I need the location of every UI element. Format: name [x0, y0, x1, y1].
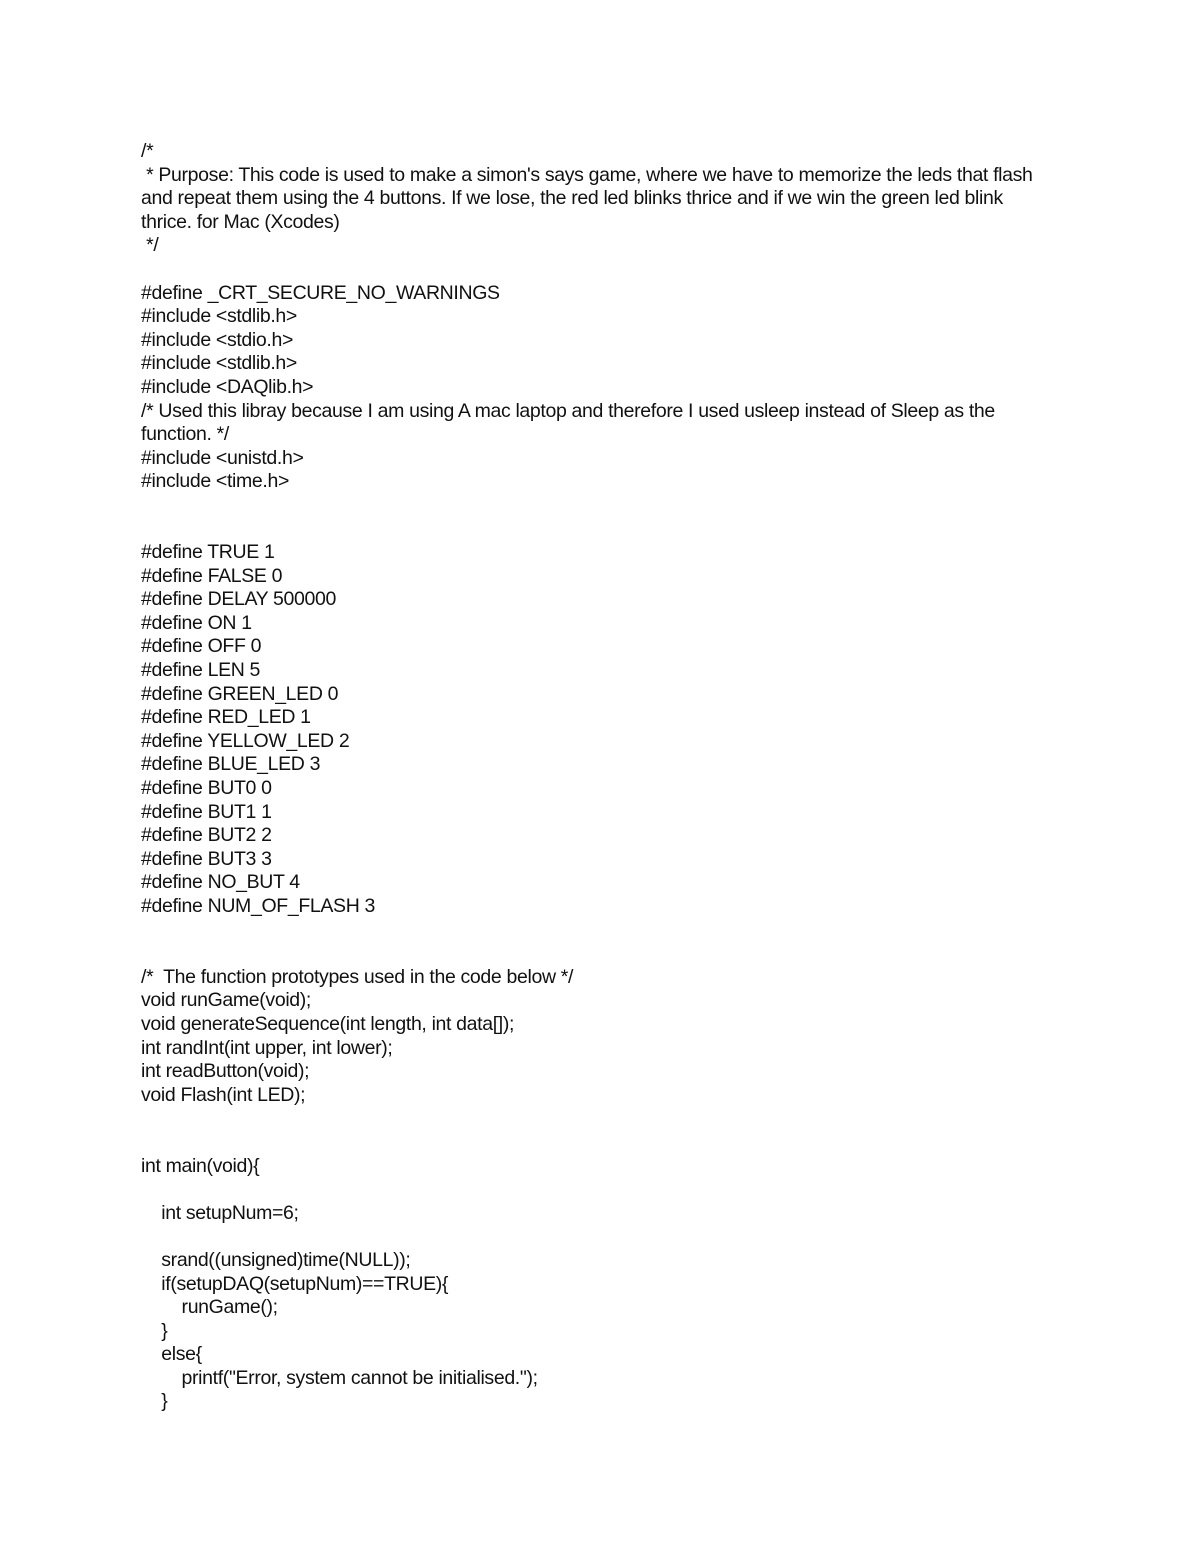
code-line: #include <stdlib.h> [141, 305, 297, 328]
code-line: #define YELLOW_LED 2 [141, 729, 350, 752]
code-line: int setupNum=6; [141, 1201, 299, 1224]
code-line: #define DELAY 500000 [141, 588, 337, 611]
code-line: #define FALSE 0 [141, 564, 283, 587]
code-line: #include <DAQlib.h> [141, 375, 314, 398]
code-line: /* [141, 140, 154, 162]
code-line [141, 919, 1051, 943]
code-line [141, 494, 1051, 518]
code-line: #define ON 1 [141, 611, 252, 634]
code-line: /* The function prototypes used in the code below */ [141, 965, 574, 988]
code-line: printf("Error, system cannot be initialised."); [141, 1366, 538, 1389]
code-line [141, 1178, 1051, 1202]
code-line [141, 258, 1051, 282]
code-line: srand((unsigned)time(NULL)); [141, 1248, 411, 1271]
code-line: #define GREEN_LED 0 [141, 682, 339, 705]
code-line: #define TRUE 1 [141, 541, 275, 564]
code-line [141, 942, 1051, 966]
code-line: } [141, 1319, 168, 1342]
code-line: #include <stdio.h> [141, 328, 293, 351]
code-line: #define BUT2 2 [141, 824, 272, 847]
code-line: #include <unistd.h> [141, 446, 304, 469]
code-line: */ [141, 234, 159, 257]
code-line [141, 1131, 1051, 1155]
code-line: int readButton(void); [141, 1060, 310, 1083]
code-line: #define LEN 5 [141, 659, 261, 682]
code-line: runGame(); [141, 1296, 278, 1319]
code-line: #define BUT3 3 [141, 847, 272, 870]
code-line: * Purpose: This code is used to make a simon's says game, where we have to memorize the leds that flash and repeat them using the 4 buttons. If we lose, the red led blinks thrice and if we win the green led blink thrice. for Mac (Xcodes) [141, 163, 1038, 233]
code-line: } [141, 1390, 168, 1413]
code-line: if(setupDAQ(setupNum)==TRUE){ [141, 1272, 449, 1295]
code-line: #include <time.h> [141, 470, 289, 493]
code-line: else{ [141, 1343, 202, 1366]
code-line [141, 1225, 1051, 1249]
code-line: void Flash(int LED); [141, 1083, 306, 1106]
code-line: #include <stdlib.h> [141, 352, 297, 375]
code-line: #define BUT0 0 [141, 777, 272, 800]
code-line: #define _CRT_SECURE_NO_WARNINGS [141, 281, 500, 304]
code-line: int main(void){ [141, 1154, 260, 1177]
code-line: #define NUM_OF_FLASH 3 [141, 895, 375, 917]
code-line: int randInt(int upper, int lower); [141, 1036, 393, 1059]
code-line [141, 1107, 1051, 1131]
code-line: #define RED_LED 1 [141, 706, 311, 729]
code-line: #define NO_BUT 4 [141, 871, 300, 894]
code-document [141, 140, 1051, 1414]
code-line [141, 518, 1051, 542]
code-line: #define BUT1 1 [141, 800, 272, 823]
code-line: #define BLUE_LED 3 [141, 753, 321, 776]
code-line: void runGame(void); [141, 989, 312, 1012]
code-line: void generateSequence(int length, int data[]); [141, 1012, 515, 1035]
code-line: /* Used this libray because I am using A mac laptop and therefore I used usleep instead of Sleep as the function. */ [141, 399, 1000, 446]
code-line: #define OFF 0 [141, 635, 262, 658]
